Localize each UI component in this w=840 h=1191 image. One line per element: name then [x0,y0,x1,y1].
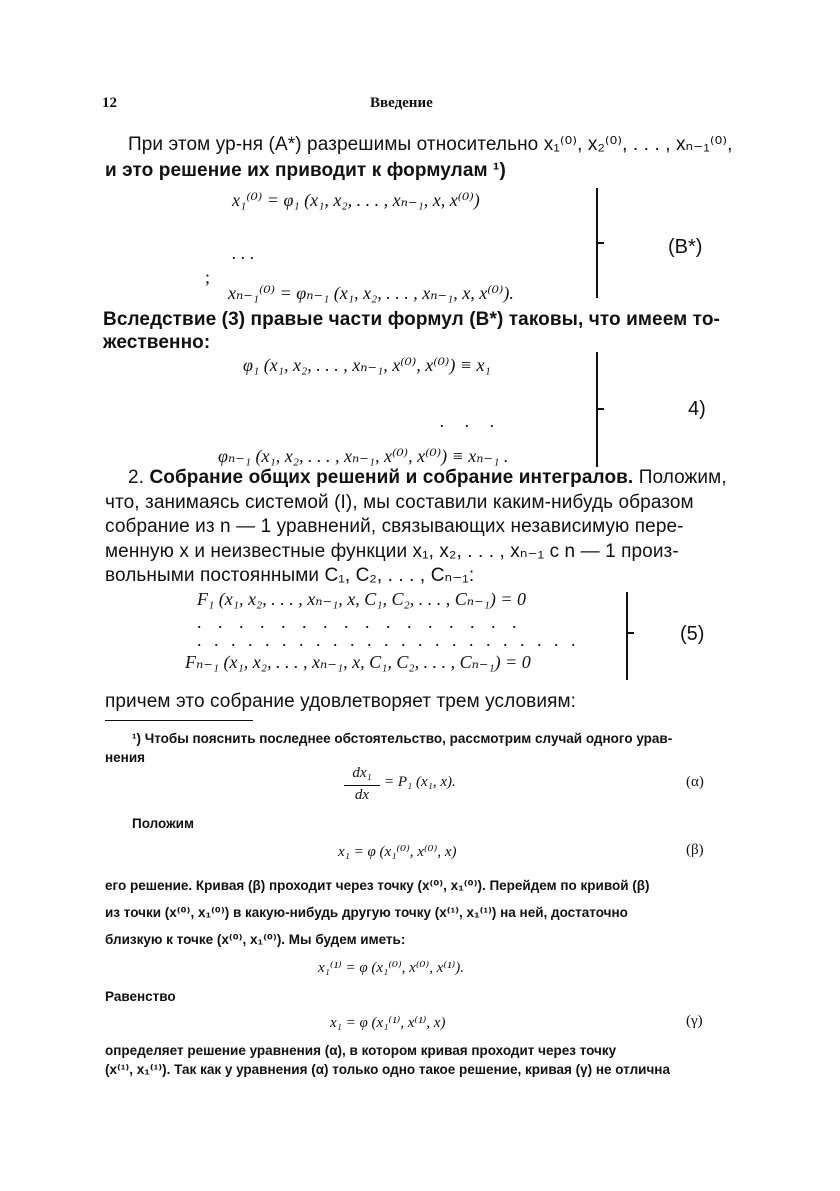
paragraph-4: причем это собрание удовлетворяет трем условиям: [105,691,577,712]
equation-4-label: 4) [688,398,706,420]
gamma-equation: x₁ = φ (x₁⁽¹⁾, x⁽¹⁾, x) [330,1015,446,1031]
page-number: 12 [102,95,117,111]
equation-4-line-2: φₙ₋₁ (x₁, x₂, . . . , xₙ₋₁, x⁽⁰⁾, x⁽⁰⁾) ≡ xₙ₋₁ . [218,446,509,466]
brace-4-tip [596,408,604,410]
equation-b-line-1: x₁⁽⁰⁾ = φ₁ (x₁, x₂, . . . , xₙ₋₁, x, x⁽⁰⁾) [232,190,480,210]
equation-4-line-1: φ₁ (x₁, x₂, . . . , xₙ₋₁, x⁽⁰⁾, x⁽⁰⁾) ≡ x₁ [243,355,491,375]
section-2-line-5: вольными постоянными C₁, C₂, . . . , Cₙ₋₁: [105,565,475,586]
section-2-line-4: менную x и неизвестные функции x₁, x₂, . . . , xₙ₋₁ с n — 1 произ- [105,541,679,562]
footnote-ravenstvo: Равенство [105,989,176,1004]
footnote-text-2: из точки (x⁽⁰⁾, x₁⁽⁰⁾) в какую-нибудь другую точку (x⁽¹⁾, x₁⁽¹⁾) на ней, достаточно [105,905,628,920]
equation-b-label: (B*) [668,236,703,258]
footnote-text-4: определяет решение уравнения (α), в котором кривая проходит через точку [105,1043,617,1058]
brace-5-tip [626,632,634,634]
equation-4-dots: . . . [440,411,503,431]
footnote-rule [105,720,253,721]
equation-5-label: (5) [680,623,705,645]
gamma-label: (γ) [686,1013,703,1029]
brace-b-tip [596,242,604,244]
section-2-line-3: собрание из n — 1 уравнений, связывающих независимую пере- [105,516,684,537]
beta-equation: x₁ = φ (x₁⁽⁰⁾, x⁽⁰⁾, x) [338,844,457,860]
equation-5-line-2: Fₙ₋₁ (x₁, x₂, . . . , xₙ₋₁, x, C₁, C₂, . . . , Cₙ₋₁) = 0 [185,652,531,672]
middle-equation: x₁⁽¹⁾ = φ (x₁⁽⁰⁾, x⁽⁰⁾, x⁽¹⁾). [318,960,464,976]
paragraph-2-line-2: жественно: [103,332,211,353]
equation-b-dots: . . . [232,243,255,263]
paragraph-1-line-1: При этом ур-ня (A*) разрешимы относительно x₁⁽⁰⁾, x₂⁽⁰⁾, . . . , xₙ₋₁⁽⁰⁾, [128,134,733,155]
paragraph-1-line-2: и это решение их приводит к формулам ¹) [105,160,506,181]
section-2-line-1-rest: Положим, [638,467,727,488]
footnote-line-2: нения [105,750,145,765]
section-number: 2. [128,467,145,488]
footnote-line-1: ¹) Чтобы пояснить последнее обстоятельство, рассмотрим случай одного урав- [132,731,673,746]
beta-label: (β) [686,842,704,858]
alpha-denominator: dx [354,787,370,803]
alpha-rhs: = P₁ (x₁, x). [384,774,456,790]
equation-5-line-1: F₁ (x₁, x₂, . . . , xₙ₋₁, x, C₁, C₂, . . . , Cₙ₋₁) = 0 [197,589,527,609]
alpha-label: (α) [686,774,704,790]
footnote-polozhim: Положим [132,816,194,831]
footnote-text-5: (x⁽¹⁾, x₁⁽¹⁾). Так как у уравнения (α) только одно такое решение, кривая (γ) не отлична [105,1062,670,1077]
alpha-numerator: dx₁ [352,765,372,781]
paragraph-2-line-1: Вследствие (3) правые части формул (B*) таковы, что имеем то- [103,309,720,330]
equation-5-dots-2: . . . . . . . . . . . . . . . . . . . . . . . [197,630,580,650]
equation-5-dots-1: . . . . . . . . . . . . . . . . [197,612,523,632]
alpha-fraction-bar [344,785,380,786]
brace-5 [618,592,628,680]
equation-b-line-2: xₙ₋₁⁽⁰⁾ = φₙ₋₁ (x₁, x₂, . . . , xₙ₋₁, x, x⁽⁰⁾). [228,283,514,303]
section-2-line-2: что, занимаясь системой (I), мы составили каким-нибудь образом [105,492,694,513]
section-title: Собрание общих решений и собрание интегралов. [149,467,634,488]
section-2-line-1 [128,467,727,489]
footnote-text-1: его решение. Кривая (β) проходит через точку (x⁽⁰⁾, x₁⁽⁰⁾). Перейдем по кривой (β) [105,878,650,893]
running-head: Введение [370,95,433,111]
footnote-text-3: близкую к точке (x⁽⁰⁾, x₁⁽⁰⁾). Мы будем иметь: [105,932,406,947]
stray-mark: ; [205,267,211,287]
